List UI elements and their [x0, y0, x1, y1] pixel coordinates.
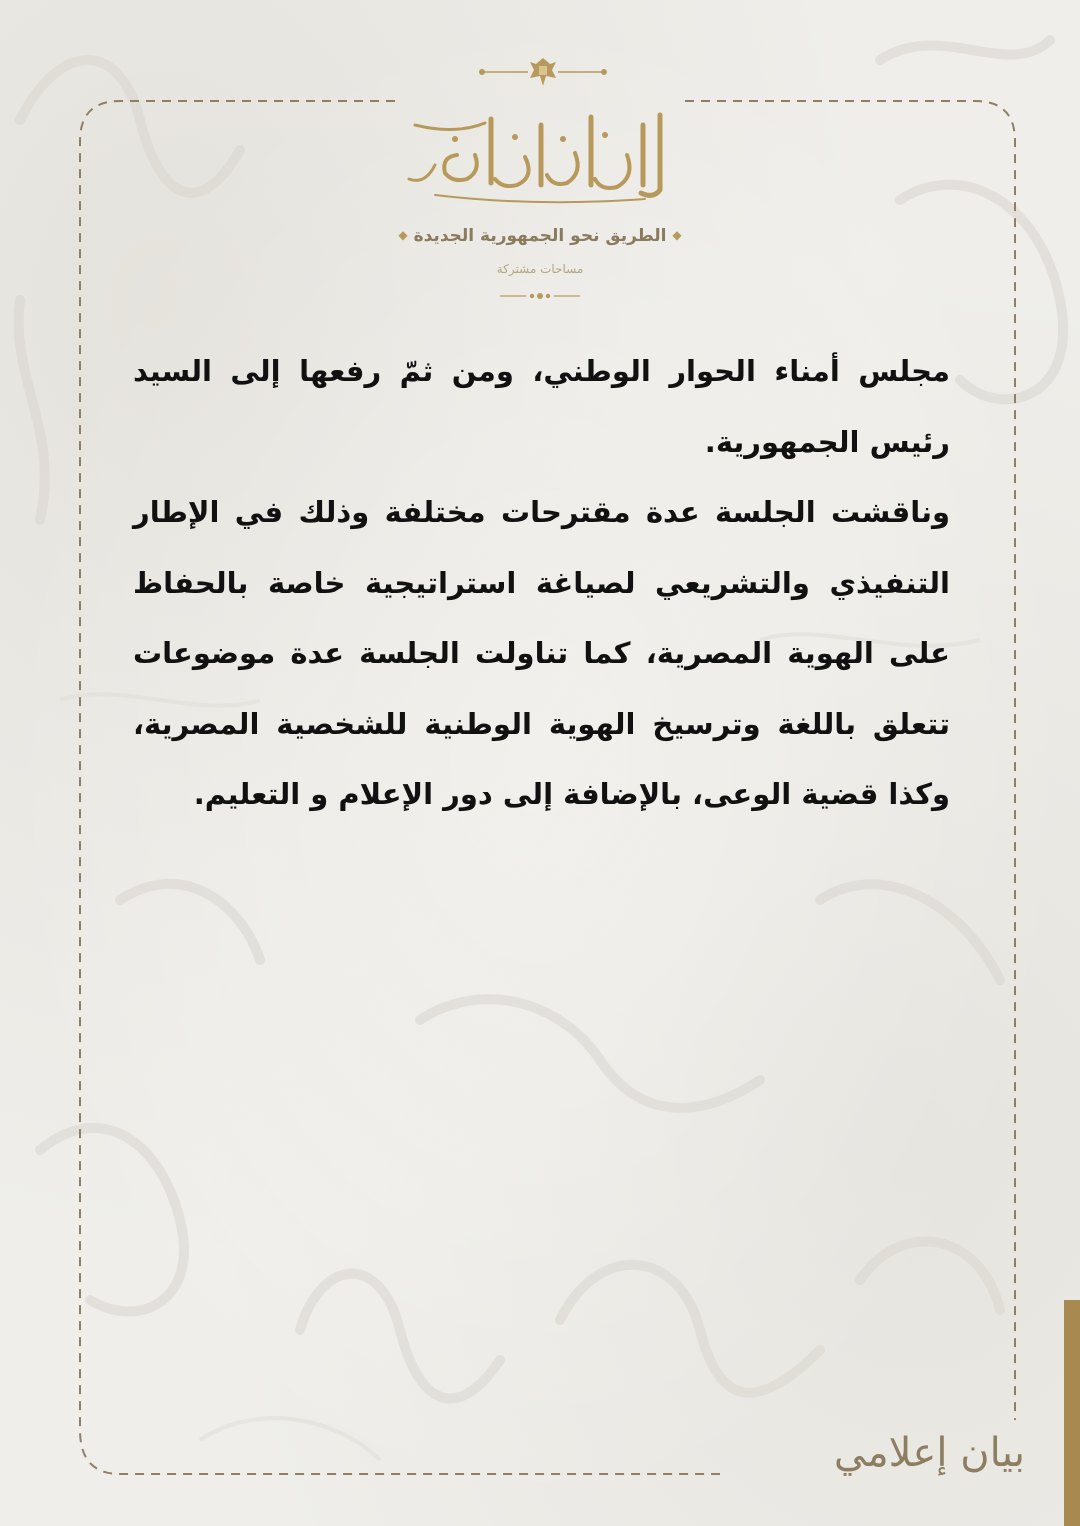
national-dialogue-logo [395, 95, 685, 210]
footer-title: بيان إعلامي [833, 1430, 1025, 1476]
gold-side-bar [1064, 1300, 1080, 1526]
diamond-icon: ◆ [398, 228, 408, 242]
statement-body [133, 336, 950, 830]
divider-ornament [500, 289, 580, 303]
tagline [340, 226, 740, 246]
eagle-emblem-ornament [478, 52, 608, 92]
paragraph: مجلس أمناء الحوار الوطني، ومن ثمّ رفعها إلى السيد رئيس الجمهورية. [133, 354, 950, 459]
diamond-icon: ◆ [672, 228, 682, 242]
subtagline: مساحات مشتركة [496, 262, 584, 276]
paragraph: وناقشت الجلسة عدة مقترحات مختلفة وذلك في الإطار التنفيذي والتشريعي لصياغة استراتيجية خاصة بالحفاظ على الهوية المصرية، كما تناولت الجلسة عدة موضوعات تتعلق باللغة وترسيخ الهوية الوطنية للشخصية المصرية، وكذا قضية الوعى، بالإضافة إلى دور الإعلام و التعليم. [133, 495, 950, 811]
tagline-text: الطريق نحو الجمهورية الجديدة [413, 226, 667, 246]
